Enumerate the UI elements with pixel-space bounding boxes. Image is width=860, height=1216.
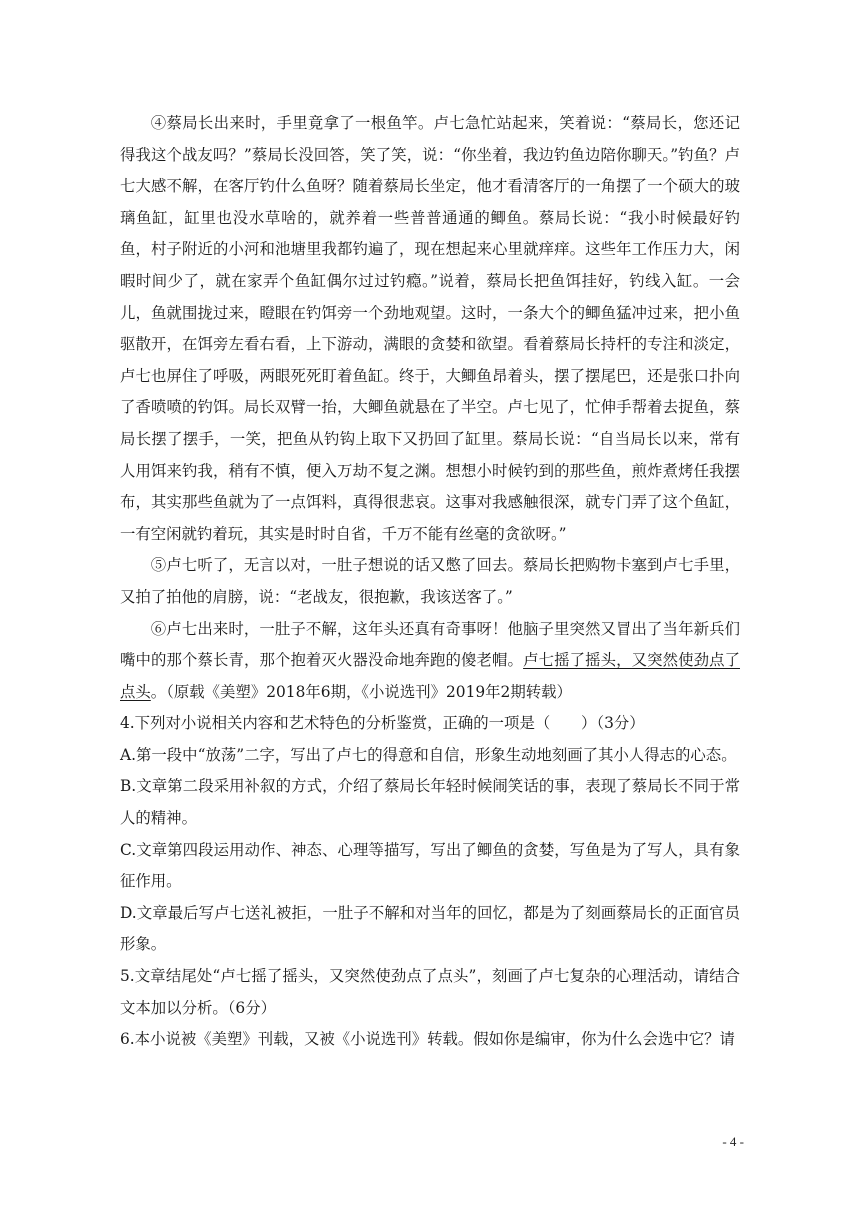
paragraph-6-text: ⑥卢七出来时，一肚子不解，这年头还真有奇事呀！他脑子里突然又冒出了当年新兵们嘴中的那个蔡长青，那个抱着灭火器没命地奔跑的傻老帽。 [120, 619, 740, 670]
option-c: C.文章第四段运用动作、神态、心理等描写，写出了鲫鱼的贪婪，写鱼是为了写人，具有象征作用。 [120, 840, 740, 891]
paragraph-6 [120, 614, 740, 709]
question-5: 5.文章结尾处“卢七摇了摇头，又突然使劲点了点头”，刻画了卢七复杂的心理活动，请结合文本加以分析。（6分） [120, 967, 740, 1017]
page-content [120, 108, 740, 1056]
paragraph-4: ④蔡局长出来时，手里竟拿了一根鱼竿。卢七急忙站起来，笑着说：“蔡局长，您还记得我这个战友吗？”蔡局长没回答，笑了笑，说：“你坐着，我边钓鱼边陪你聊天。”钓鱼？卢七大感不解，在客厅钓什么鱼呀？随着蔡局长坐定，他才看清客厅的一角摆了一个硕大的玻璃鱼缸，缸里也没水草啥的，就养着一些普普通通的鲫鱼。蔡局长说：“我小时候最好钓鱼，村子附近的小河和池塘里我都钓遍了，现在想起来心里就痒痒。这些年工作压力大，闲暇时间少了，就在家弄个鱼缸偶尔过过钓瘾。”说着，蔡局长把鱼饵挂好，钓线入缸。一会儿，鱼就围拢过来，瞪眼在钓饵旁一个劲地观望。这时，一条大个的鲫鱼猛冲过来，把小鱼驱散开，在饵旁左看右看，上下游动，满眼的贪婪和欲望。看着蔡局长持杆的专注和淡定，卢七也屏住了呼吸，两眼死死盯着鱼缸。终于，大鲫鱼昂着头，摆了摆尾巴，还是张口扑向了香喷喷的钓饵。局长双臂一抬，大鲫鱼就悬在了半空。卢七见了，忙伸手帮着去捉鱼，蔡局长摆了摆手，一笑，把鱼从钓钩上取下又扔回了缸里。蔡局长说：“自当局长以来，常有人用饵来钓我，稍有不慎，便入万劫不复之渊。想想小时候钓到的那些鱼，煎炸煮烤任我摆布，其实那些鱼就为了一点饵料，真得很悲哀。这事对我感触很深，就专门弄了这个鱼缸，一有空闲就钓着玩，其实是时时自省，千万不能有丝毫的贪欲呀。” [120, 114, 740, 543]
question-4: 4.下列对小说相关内容和艺术特色的分析鉴赏，正确的一项是（ ）（3分） [120, 714, 645, 733]
option-b: B.文章第二段采用补叙的方式，介绍了蔡局长年轻时候闹笑话的事，表现了蔡局长不同于常人的精神。 [120, 777, 740, 828]
option-a: A.第一段中“放荡”二字，写出了卢七的得意和自信，形象生动地刻画了其小人得志的心态。 [120, 745, 737, 764]
underlined-sentence: 卢七摇了摇头，又突然使劲点了点头 [120, 651, 740, 701]
question-6: 6.本小说被《美塑》刊载，又被《小说选刊》转载。假如你是编审，你为什么会选中它？请 [120, 1030, 735, 1049]
page-number: - 4 - [722, 1134, 744, 1149]
option-d: D.文章最后写卢七送礼被拒，一肚子不解和对当年的回忆，都是为了刻画蔡局长的正面官员形象。 [120, 903, 740, 954]
paragraph-5: ⑤卢七听了，无言以对，一肚子想说的话又憋了回去。蔡局长把购物卡塞到卢七手里，又拍了拍他的肩膀，说：“老战友，很抱歉，我该送客了。” [120, 556, 740, 606]
source-note: 。（原载《美塑》2018年6期，《小说选刊》2019年2期转载） [150, 682, 572, 701]
